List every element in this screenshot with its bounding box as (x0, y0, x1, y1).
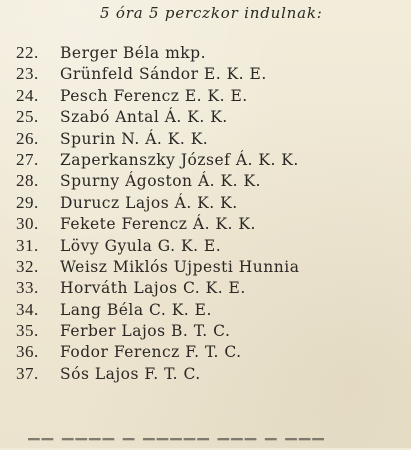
entry-name: Ferber Lajos B. T. C. (60, 322, 231, 341)
entry-number: 37. (16, 363, 39, 383)
entry-name: Fekete Ferencz Á. K. K. (60, 215, 256, 234)
entry-name: Zaperkanszky József Á. K. K. (60, 150, 299, 169)
entry-number: 27. (16, 149, 39, 169)
entry-number: 26. (16, 128, 39, 148)
entry-number: 32. (16, 256, 39, 276)
entry-number: 24. (16, 85, 39, 105)
list-item (16, 299, 411, 320)
list-item (16, 320, 411, 341)
entry-number: 34. (16, 299, 39, 319)
list-item (16, 341, 411, 362)
entry-name: Horváth Lajos C. K. E. (60, 279, 246, 298)
entry-number: 22. (16, 43, 39, 62)
list-item (16, 63, 411, 84)
list-item (16, 363, 411, 384)
entry-number: 36. (16, 342, 39, 362)
list-item (16, 149, 411, 170)
entry-name: Durucz Lajos Á. K. K. (60, 193, 238, 212)
entry-name: Berger Béla mkp. (60, 44, 207, 62)
list-item (16, 128, 411, 149)
entry-number: 31. (16, 235, 39, 255)
entry-number: 28. (16, 171, 39, 191)
list-item (16, 235, 411, 256)
list-item (16, 256, 411, 277)
list-item (16, 213, 411, 234)
entry-name: Szabó Antal Á. K. K. (60, 108, 228, 127)
entry-name: Weisz Miklós Ujpesti Hunnia (60, 257, 300, 276)
participant-list (16, 42, 411, 384)
entry-number: 25. (16, 107, 39, 127)
list-item (16, 192, 411, 213)
entry-name: Spurny Ágoston Á. K. K. (60, 172, 261, 191)
entry-number: 23. (16, 64, 39, 84)
list-item (16, 106, 411, 127)
entry-name: Fodor Ferencz F. T. C. (60, 343, 242, 362)
start-time-heading: 5 óra 5 perczkor indulnak: (100, 4, 323, 22)
entry-number: 35. (16, 321, 39, 341)
entry-number: 29. (16, 192, 39, 212)
list-item (16, 170, 411, 191)
entry-name: Pesch Ferencz E. K. E. (60, 86, 248, 105)
list-item (16, 277, 411, 298)
entry-name: Grünfeld Sándor E. K. E. (60, 65, 267, 84)
cut-off-next-line: ▔▔ ▔▔▔▔ ▔ ▔▔▔▔▔ ▔▔▔ ▔ ▔▔▔ (28, 438, 326, 450)
entry-name: Lövy Gyula G. K. E. (60, 236, 222, 255)
list-item (16, 42, 411, 63)
entry-name: Sós Lajos F. T. C. (60, 364, 201, 383)
entry-name: Lang Béla C. K. E. (60, 300, 212, 319)
entry-name: Spurin N. Á. K. K. (60, 129, 209, 148)
list-item (16, 85, 411, 106)
entry-number: 30. (16, 214, 39, 234)
entry-number: 33. (16, 278, 39, 298)
